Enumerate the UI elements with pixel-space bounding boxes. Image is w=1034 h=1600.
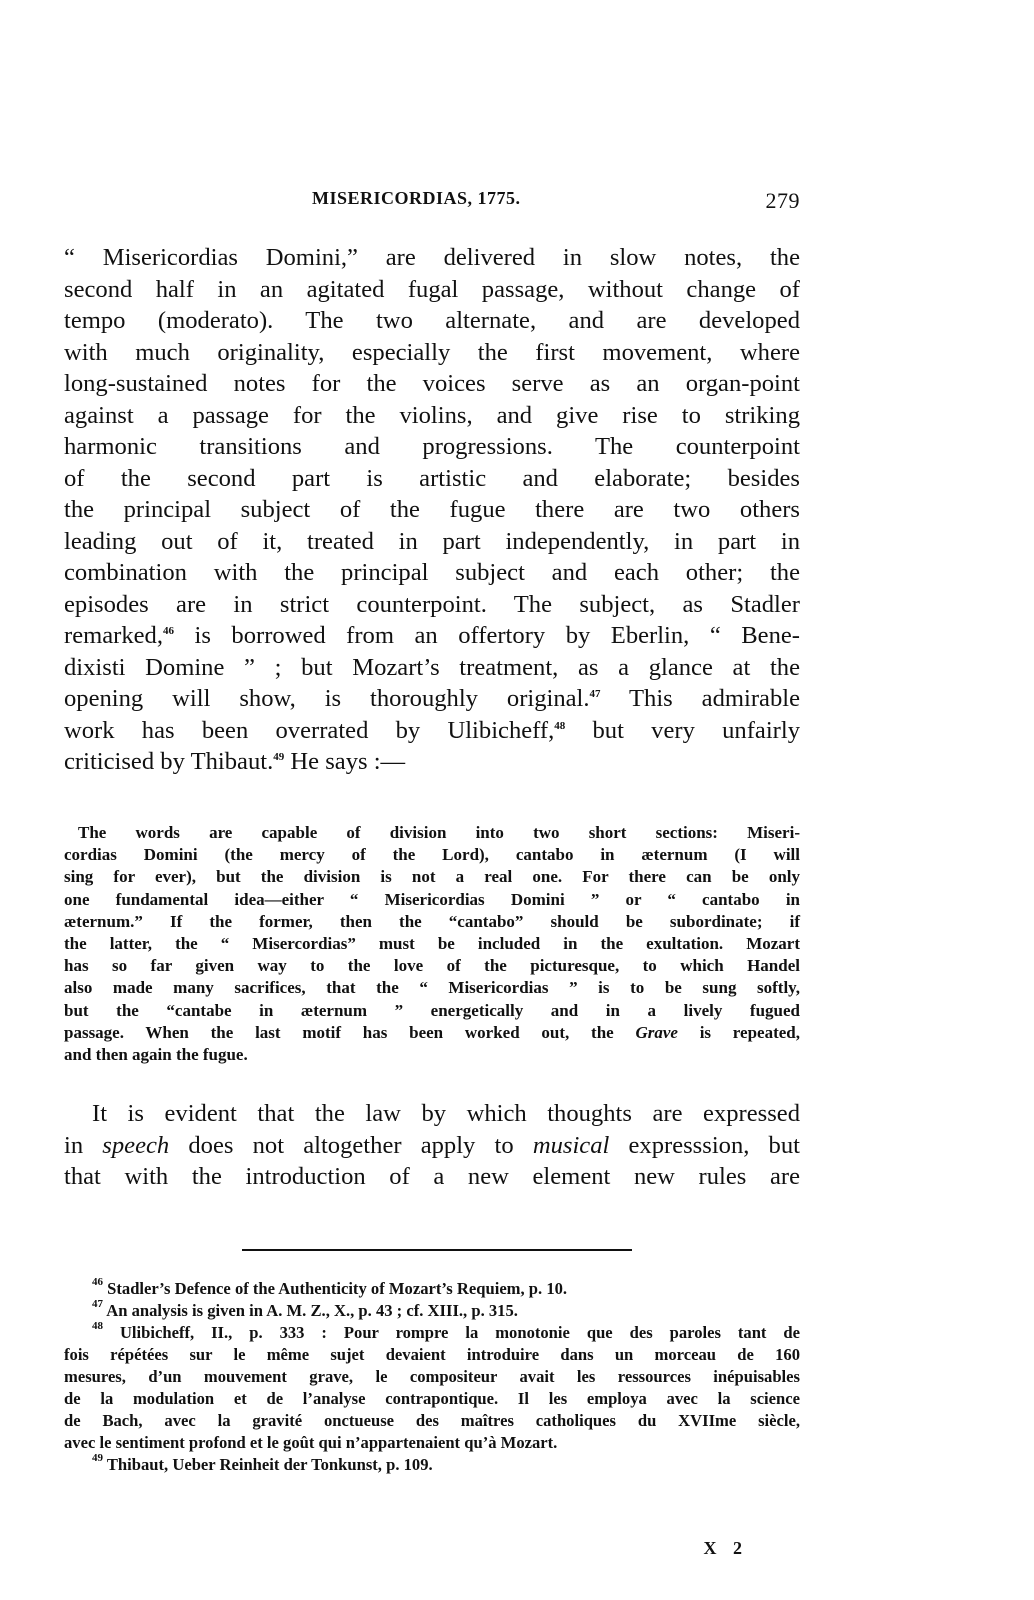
text-line: It is evident that the law by which thoughts are expressed [92,1100,800,1127]
text-line [64,1130,800,1162]
text-span: expresssion, but [609,1131,800,1159]
quote-line: sing for ever), but the division is not a real one. For there can be only [64,867,800,887]
text-line: against a passage for the violins, and give rise to striking [64,401,800,429]
footnote-text: Stadler’s Defence of the Authenticity of Mozart’s Requiem, p. 10. [107,1279,568,1298]
footnote-text: Ulibicheff, II., p. 333 : Pour rompre la monotonie que des paroles tant de [119,1323,800,1342]
text-line [64,620,800,652]
body-paragraph-1 [64,242,800,778]
quote-line: one fundamental idea—either “ Misericordias Domini ” or “ cantabo in [64,889,800,909]
footnote-49 [64,1454,800,1476]
footnote-divider [242,1249,632,1251]
footnote-ref-47[interactable]: 47 [589,688,601,700]
quote-line: The words are capable of division into two short sections: Miseri- [78,823,800,842]
text-span: criticised by Thibaut. [64,748,274,775]
footnote-line: de Bach, avec la gravité onctueuse des maîtres catholiques du XVIIme siècle, [64,1411,800,1430]
text-line [64,746,800,778]
quote-line: but the “cantabe in æternum ” energetically and in a lively fugued [64,1000,800,1020]
text-line [64,683,800,715]
italic-term: musical [532,1131,610,1159]
footnote-line: avec le sentiment profond et le goût qui n’appartenaient qu’à Mozart. [64,1433,558,1452]
text-span: but very unfairly [565,716,800,744]
page-number: 279 [765,188,800,213]
footnote-number: 47 [92,1298,103,1310]
text-span: is repeated, [677,1022,800,1042]
footnote-number: 49 [92,1452,103,1464]
text-span: passage. When the last motif has been worked out, the [64,1022,636,1042]
footnote-text: Thibaut, Ueber Reinheit der Tonkunst, p. 109. [106,1455,433,1474]
footnote-48 [64,1322,800,1454]
body-paragraph-2 [64,1098,800,1193]
text-span: work has been overrated by Ulibicheff, [64,716,555,744]
text-line: dixisti Domine ” ; but Mozart’s treatment, as a glance at the [64,653,800,681]
running-title: MISERICORDIAS, 1775. [312,188,521,208]
text-span: remarked, [64,622,163,649]
text-span: He says :— [284,748,406,775]
footnote-number: 46 [92,1276,103,1288]
text-line: episodes are in strict counterpoint. The subject, as Stadler [64,590,800,618]
footnote-line: de la modulation et de l’analyse contrapontique. Il les employa avec la science [64,1389,800,1408]
footnote-number: 48 [92,1320,103,1332]
footnote-ref-49[interactable]: 49 [273,751,285,763]
text-line: combination with the principal subject and each other; the [64,559,800,586]
signature-mark: X 2 [703,1538,748,1558]
footnote-ref-46[interactable]: 46 [163,625,174,637]
italic-term: speech [102,1131,170,1159]
text-span: does not altogether apply to [169,1131,533,1159]
text-span: is borrowed from an offertory by Eberlin, “ Bene- [174,622,800,649]
footnote-46 [64,1278,800,1300]
footnote-line: fois répétées sur le même sujet devaient introduire dans un morceau de 160 [64,1345,800,1364]
footnote-text: An analysis is given in A. M. Z., X., p. 43 ; cf. XIII., p. 315. [106,1301,518,1320]
text-span: in [64,1131,103,1159]
text-span: This admirable [600,685,800,712]
text-line: harmonic transitions and progressions. The counterpoint [64,433,800,460]
footnote-47 [64,1300,800,1322]
footnote-line: mesures, d’un mouvement grave, le compositeur avait les ressources inépuisables [64,1367,800,1386]
quote-line: and then again the fugue. [64,1045,248,1065]
italic-term: Grave [635,1022,678,1042]
text-line: leading out of it, treated in part independently, in part in [64,527,800,555]
footnote-ref-48[interactable]: 48 [554,719,566,732]
text-line: that with the introduction of a new element new rules are [64,1163,800,1190]
quote-line: æternum.” If the former, then the “cantabo” should be subordinate; if [64,911,800,931]
quote-line: has so far given way to the love of the picturesque, to which Handel [64,956,800,976]
footnotes [64,1278,800,1476]
footnote-line [64,1322,800,1344]
text-line: “ Misericordias Domini,” are delivered in slow notes, the [64,244,800,271]
quote-line: also made many sacrifices, that the “ Misericordias ” is to be sung softly, [64,978,800,998]
block-quote [64,822,800,1066]
text-line: second half in an agitated fugal passage, without change of [64,275,800,303]
text-span: opening will show, is thoroughly original. [64,685,590,712]
text-line: with much originality, especially the first movement, where [64,338,800,366]
quote-line: the latter, the “ Misercordias” must be included in the exultation. Mozart [64,934,800,954]
text-line: the principal subject of the fugue there are two others [64,496,800,523]
text-line: of the second part is artistic and elaborate; besides [64,464,800,492]
running-head [64,188,800,218]
quote-line: cordias Domini (the mercy of the Lord), cantabo in æternum (I will [64,845,800,865]
text-line: tempo (moderato). The two alternate, and are developed [64,307,800,334]
text-line: long-sustained notes for the voices serve as an organ-point [64,370,800,397]
text-line [64,715,800,747]
quote-line [64,1022,800,1044]
